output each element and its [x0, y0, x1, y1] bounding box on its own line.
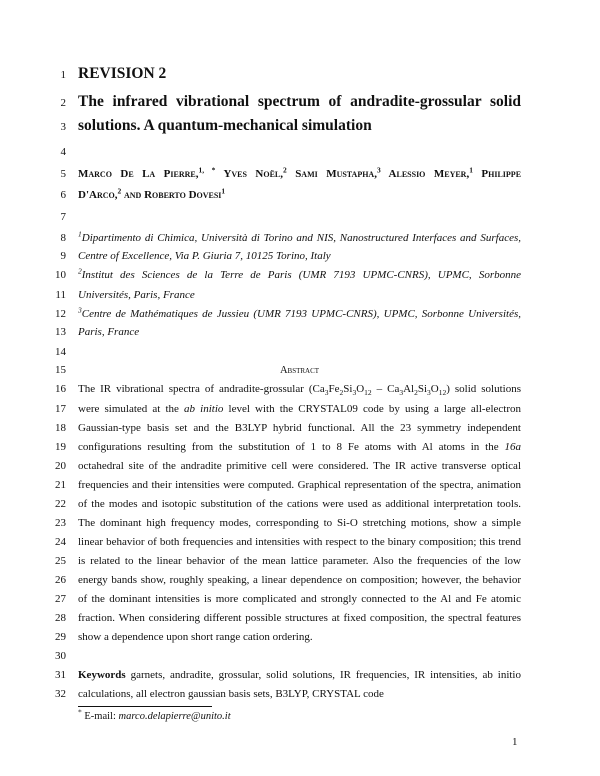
footnote [78, 707, 231, 723]
line-number: 6 [60, 189, 66, 201]
keywords-line [78, 669, 521, 682]
affiliation-3 [78, 305, 521, 321]
abstract-line: energy bands show, roughly speaking, a linear dependence on composition; however, the behavior [78, 574, 521, 586]
line-number: 27 [55, 593, 66, 605]
line-number: 20 [55, 460, 66, 472]
abstract-line: linear behavior of both frequencies and intensities with respect to the binary composition; this trend [78, 536, 521, 548]
abstract-line: octahedral site of the andradite primitive cell were considered. The IR active transverse optical [78, 460, 521, 472]
footnote-mark: * [78, 707, 82, 717]
keywords-label: Keywords [78, 669, 126, 681]
affiliation-mark: 2 [117, 186, 122, 196]
line-number: 11 [55, 289, 66, 301]
line-number: 25 [55, 555, 66, 567]
author-name: D'Arco, [78, 189, 118, 201]
paper-title-line2: solutions. A quantum-mechanical simulation [78, 117, 372, 134]
abstract-line: of the modes and isotopic substitution of the cations were used as additional interpretation tools. [78, 498, 521, 510]
affiliation-mark: 2 [283, 165, 287, 175]
line-number: 17 [55, 403, 66, 415]
line-number: 13 [55, 326, 66, 338]
line-number: 5 [60, 168, 66, 180]
affiliation-1-cont: Centre of Excellence, Via P. Giuria 7, 10125 Torino, Italy [78, 250, 331, 262]
line-number: 7 [60, 211, 66, 223]
affiliation-mark: 1 [469, 165, 473, 175]
line-number: 1 [60, 69, 66, 81]
line-number: 31 [55, 669, 66, 681]
affiliation-mark: 1, * [198, 165, 216, 175]
affiliation-number: 1 [78, 229, 82, 239]
line-number: 14 [55, 346, 66, 358]
author-name: Yves Noël, [215, 168, 283, 180]
affiliation-2 [78, 266, 521, 282]
abstract-line: show a dependence upon short range cation ordering. [78, 631, 313, 643]
abstract-line: were simulated at the ab initio level with the CRYSTAL09 code by using a large all-electron [78, 403, 521, 415]
line-number: 12 [55, 308, 66, 320]
affiliation-mark: 1 [221, 186, 226, 196]
author-line2 [78, 186, 521, 202]
revision-label: REVISION 2 [78, 65, 167, 82]
author-email-link[interactable]: marco.delapierre@unito.it [118, 711, 231, 722]
line-number: 8 [60, 232, 66, 244]
line-number: 30 [55, 650, 66, 662]
abstract-line: fraction. When considering different possible structures at fixed composition, the spectral features [78, 612, 521, 624]
line-number: 28 [55, 612, 66, 624]
affiliation-number: 2 [78, 266, 82, 276]
line-number: 9 [60, 250, 66, 262]
line-number: 32 [55, 688, 66, 700]
line-number: 10 [55, 269, 66, 281]
author-name: Sami Mustapha, [286, 168, 377, 180]
line-number: 18 [55, 422, 66, 434]
line-number: 24 [55, 536, 66, 548]
line-number: 4 [60, 146, 66, 158]
author-name: Alessio Meyer, [380, 168, 470, 180]
author-name: and Roberto Dovesi [121, 189, 222, 201]
abstract-line: Gaussian-type basis set and the B3LYP hybrid functional. All the 23 symmetry independent [78, 422, 521, 434]
affiliation-3-cont: Paris, France [78, 326, 140, 338]
line-number: 16 [55, 383, 66, 395]
affiliation-text: Centre de Mathématiques de Jussieu (UMR 7193 UPMC-CNRS), UPMC, Sorbonne Universités, [81, 308, 521, 320]
author-name: Marco De La Pierre, [78, 168, 199, 180]
abstract-line: is related to the linear behavior of the mean lattice parameter. Also the frequencies of the low [78, 555, 521, 567]
affiliation-mark: 3 [376, 165, 381, 175]
footnote-label: E-mail: [81, 711, 119, 722]
abstract-line: of the dominant intensities is more complicated and strongly connected to the Al and Fe atomic [78, 593, 521, 605]
abstract-line: configurations resulting from the substitution of 1 to 8 Fe atoms with Al atoms in the 16a [78, 441, 521, 453]
line-number: 2 [60, 97, 66, 109]
line-number: 22 [55, 498, 66, 510]
abstract-line: The dominant high frequency modes, corresponding to Si-O stretching motions, show a simple [78, 517, 521, 529]
affiliation-2-cont: Universités, Paris, France [78, 289, 195, 301]
author-name: Philippe [472, 168, 522, 180]
abstract-heading: Abstract [279, 365, 320, 376]
line-number: 19 [55, 441, 66, 453]
keywords-text: garnets, andradite, grossular, solid solutions, IR frequencies, IR intensities, ab initio [125, 669, 521, 681]
line-number: 26 [55, 574, 66, 586]
keywords-line: calculations, all electron gaussian basis sets, B3LYP, CRYSTAL code [78, 688, 384, 700]
affiliation-text: Institut des Sciences de la Terre de Paris (UMR 7193 UPMC-CNRS), UPMC, Sorbonne [81, 269, 521, 281]
abstract-line: frequencies and their intensities were computed. Graphical representation of the spectra, animation [78, 479, 521, 491]
line-number: 21 [55, 479, 66, 491]
affiliation-number: 3 [78, 305, 82, 315]
page-number: 1 [512, 736, 518, 748]
abstract-line: The IR vibrational spectra of andradite-grossular $(Ca_3Fe_2Si_3O_{12} - Ca_3Al_2Si_3O_{12})$ solid solutions [78, 383, 521, 398]
line-number: 3 [60, 121, 66, 133]
line-number: 23 [55, 517, 66, 529]
affiliation-1 [78, 229, 521, 245]
line-number: 29 [55, 631, 66, 643]
paper-title-line1: The infrared vibrational spectrum of andradite-grossular solid [78, 93, 521, 110]
footnote-rule [78, 706, 212, 707]
line-number: 15 [55, 364, 66, 376]
affiliation-text: Dipartimento di Chimica, Università di Torino and NIS, Nanostructured Interfaces and Surfaces, [81, 232, 521, 244]
author-line1 [78, 165, 522, 181]
